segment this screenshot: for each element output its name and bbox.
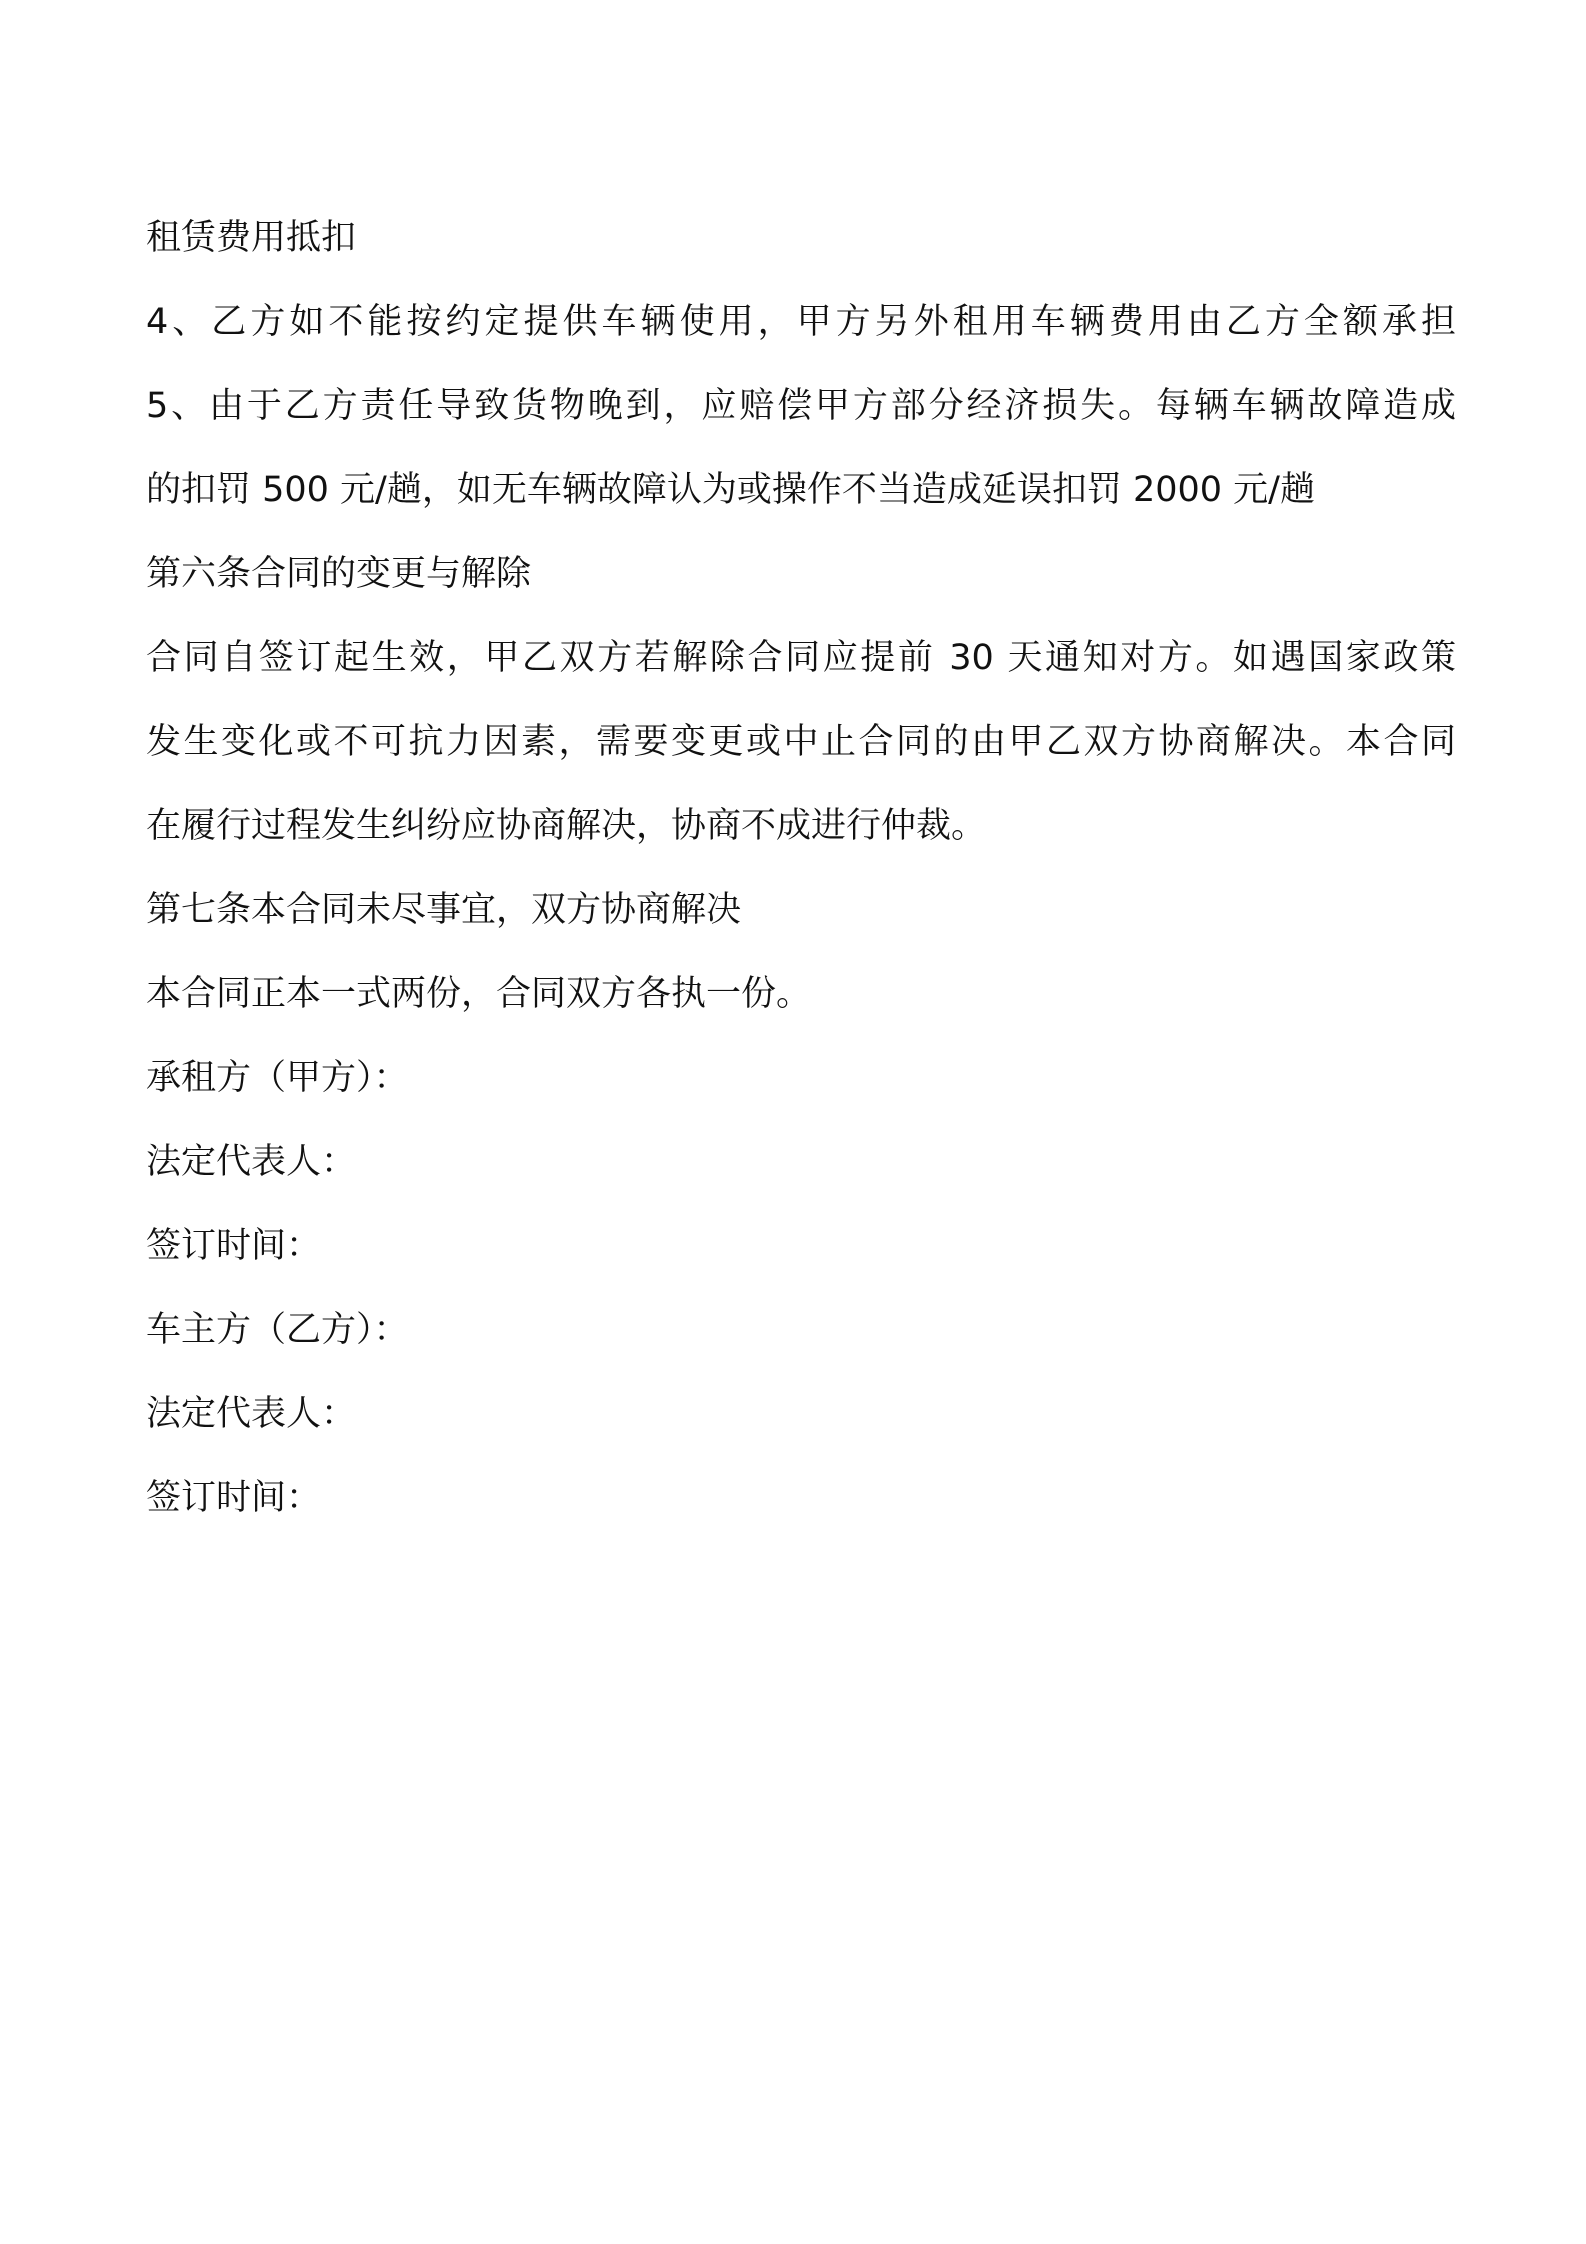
- section-heading-article-6: 第六条合同的变更与解除: [146, 554, 532, 594]
- signature-field-signing-date-party-b: 签订时间：: [146, 1478, 322, 1518]
- text-line-clause-5-continued: 的扣罚 500 元/趟，如无车辆故障认为或操作不当造成延误扣罚 2000 元/趟: [146, 470, 1315, 510]
- signature-field-legal-representative-party-a: 法定代表人：: [146, 1142, 357, 1182]
- text-line-article-6-paragraph-1: 合同自签订起生效，甲乙双方若解除合同应提前 30 天通知对方。如遇国家政策: [146, 638, 1456, 678]
- signature-field-signing-date-party-a: 签订时间：: [146, 1226, 322, 1266]
- signature-field-vehicle-owner: 车主方（乙方）：: [146, 1310, 409, 1350]
- text-line-article-6-paragraph-3: 在履行过程发生纠纷应协商解决，协商不成进行仲裁。: [146, 806, 987, 846]
- text-line-rental-fee-deduction: 租赁费用抵扣: [146, 218, 357, 258]
- text-line-clause-5: 5、由于乙方责任导致货物晚到，应赔偿甲方部分经济损失。每辆车辆故障造成: [146, 386, 1456, 426]
- text-line-copies: 本合同正本一式两份，合同双方各执一份。: [146, 974, 812, 1014]
- signature-field-lessee: 承租方（甲方）：: [146, 1058, 409, 1098]
- signature-field-legal-representative-party-b: 法定代表人：: [146, 1394, 357, 1434]
- text-line-clause-4: 4、乙方如不能按约定提供车辆使用，甲方另外租用车辆费用由乙方全额承担: [146, 302, 1456, 342]
- section-heading-article-7: 第七条本合同未尽事宜，双方协商解决: [146, 890, 742, 930]
- text-line-article-6-paragraph-2: 发生变化或不可抗力因素，需要变更或中止合同的由甲乙双方协商解决。本合同: [146, 722, 1456, 762]
